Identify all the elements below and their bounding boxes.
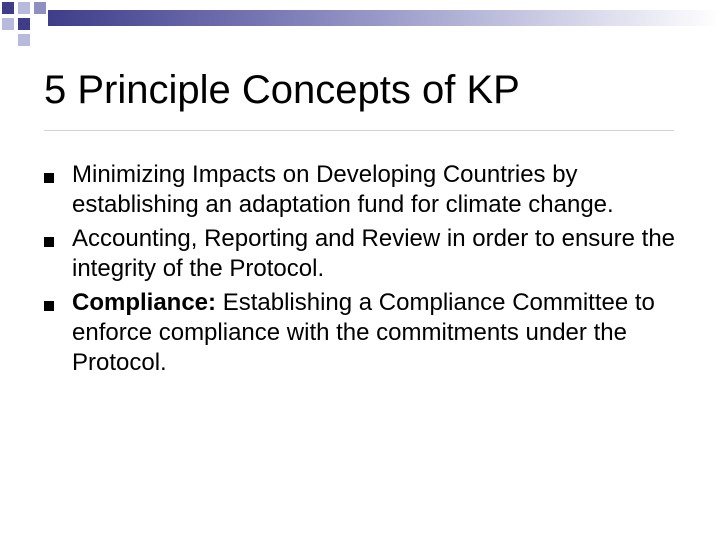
deco-square: [2, 2, 14, 14]
bullet-text: Minimizing Impacts on Developing Countries by establishing an adaptation fund for climate change.: [72, 161, 614, 218]
list-item: [44, 160, 694, 220]
deco-square: [18, 2, 30, 14]
deco-square: [18, 18, 30, 30]
list-item: [44, 288, 694, 378]
title-divider: [44, 130, 674, 131]
bullet-list: [44, 160, 694, 382]
slide-title: 5 Principle Concepts of KP: [44, 68, 520, 112]
bullet-bold-text: Compliance:: [72, 289, 217, 316]
deco-square: [34, 2, 46, 14]
square-bullet-icon: [44, 237, 54, 247]
deco-square: [2, 18, 14, 30]
deco-square: [18, 34, 30, 46]
gradient-bar: [48, 10, 720, 26]
bullet-text: Accounting, Reporting and Review in order to ensure the integrity of the Protocol.: [72, 225, 676, 282]
square-bullet-icon: [44, 301, 54, 311]
header-decoration: [0, 0, 720, 50]
square-bullet-icon: [44, 173, 54, 183]
bullet-text: Establishing a Compliance Committee to enforce compliance with the commitments under the Protocol.: [72, 289, 655, 376]
list-item: [44, 224, 694, 284]
